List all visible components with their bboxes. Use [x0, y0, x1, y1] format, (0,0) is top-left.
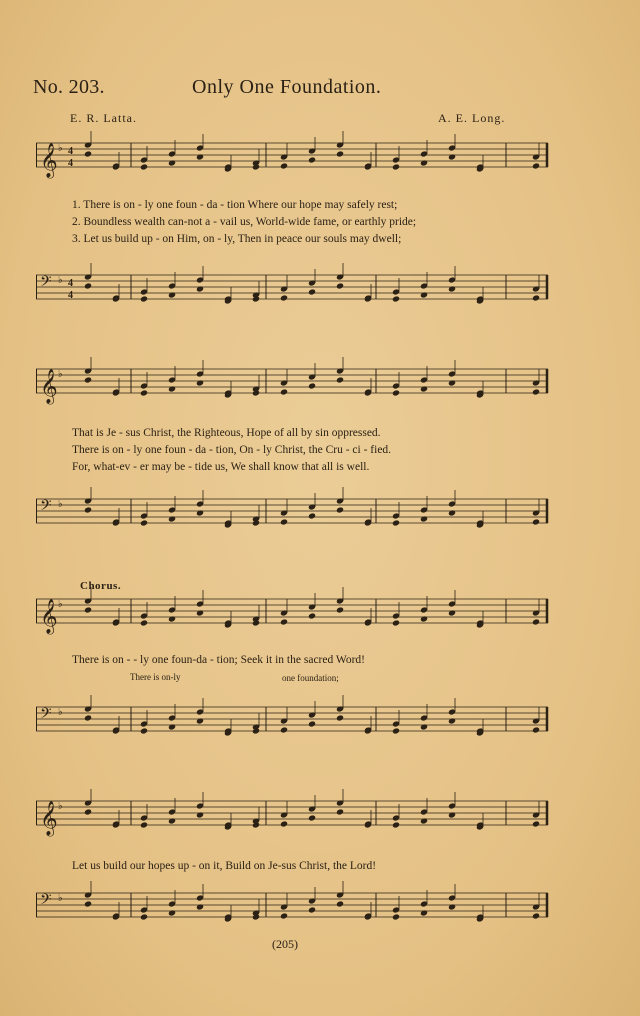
note-head — [420, 291, 428, 298]
hymn-title: Only One Foundation. — [192, 76, 382, 98]
note-head — [168, 615, 176, 622]
note-head — [448, 609, 456, 616]
note-head — [140, 727, 148, 734]
note-head — [420, 159, 428, 166]
note-head — [280, 726, 288, 733]
note-head — [308, 906, 316, 913]
note-head — [84, 714, 92, 721]
note-head — [532, 820, 540, 827]
note-head — [336, 282, 344, 289]
treble-staff — [36, 596, 548, 634]
note-head — [84, 150, 92, 157]
flat-icon: ♭ — [58, 369, 63, 380]
note-head — [84, 808, 92, 815]
hymn-number: No. 203. — [33, 76, 105, 98]
verse-3-line-2: For, what-ev - er may be - tide us, We shall know that all is well. — [72, 461, 370, 473]
treble-clef-icon: 𝄞 — [40, 369, 58, 404]
note-head — [532, 618, 540, 625]
chorus-bass-lyric-b: one foundation; — [282, 673, 339, 683]
note-head — [336, 506, 344, 513]
note-head — [448, 379, 456, 386]
time-signature-bottom: 4 — [68, 158, 73, 169]
note-head — [308, 156, 316, 163]
verse-1-line-2: That is Je - sus Christ, the Righteous, Hope of all by sin oppressed. — [72, 427, 381, 439]
note-head — [448, 717, 456, 724]
note-head — [420, 385, 428, 392]
note-head — [168, 817, 176, 824]
treble-staff — [36, 366, 548, 404]
verse-3-line-1: 3. Let us build up - on Him, on - ly, Then in peace our souls may dwell; — [72, 233, 402, 245]
note-head — [280, 518, 288, 525]
note-head — [280, 912, 288, 919]
note-head — [392, 727, 400, 734]
treble-staff — [36, 140, 548, 178]
note-head — [336, 606, 344, 613]
flat-icon: ♭ — [58, 275, 63, 286]
verse-1-line-1: 1. There is on - ly one foun - da - tion Where our hope may safely rest; — [72, 199, 398, 211]
note-head — [308, 720, 316, 727]
bass-staff — [36, 704, 548, 734]
note-head — [84, 282, 92, 289]
note-head — [168, 909, 176, 916]
treble-clef-icon: 𝄞 — [40, 801, 58, 836]
bass-staff — [36, 272, 548, 302]
note-head — [420, 515, 428, 522]
verse-2-line-1: 2. Boundless wealth can-not a - vail us, World-wide fame, or earthly pride; — [72, 216, 417, 228]
note-head — [420, 723, 428, 730]
note-head — [140, 295, 148, 302]
note-head — [140, 389, 148, 396]
note-head — [392, 821, 400, 828]
time-signature-bottom: 4 — [68, 290, 73, 301]
flat-icon: ♭ — [58, 707, 63, 718]
note-head — [140, 163, 148, 170]
note-head — [196, 609, 204, 616]
note-head — [84, 506, 92, 513]
note-head — [84, 606, 92, 613]
note-head — [336, 714, 344, 721]
note-head — [308, 288, 316, 295]
note-head — [532, 726, 540, 733]
bass-staff — [36, 496, 548, 526]
bass-clef-icon: 𝄢 — [40, 497, 52, 518]
note-head — [140, 619, 148, 626]
composer-credit: A. E. Long. — [438, 111, 506, 125]
note-head — [392, 389, 400, 396]
note-head — [392, 619, 400, 626]
treble-clef-icon: 𝄞 — [40, 143, 58, 178]
bass-clef-icon: 𝄢 — [40, 273, 52, 294]
note-head — [448, 509, 456, 516]
note-head — [280, 294, 288, 301]
note-head — [448, 903, 456, 910]
note-head — [196, 153, 204, 160]
note-head — [84, 376, 92, 383]
verse-2-line-2: There is on - ly one foun - da - tion, On - ly Christ, the Cru - ci - fied. — [72, 444, 392, 456]
note-head — [196, 811, 204, 818]
page-number: (205) — [272, 937, 298, 951]
chorus-line-2: Let us build our hopes up - on it, Build on Je-sus Christ, the Lord! — [72, 860, 377, 872]
note-head — [280, 162, 288, 169]
note-head — [196, 903, 204, 910]
note-head — [336, 150, 344, 157]
note-head — [168, 385, 176, 392]
note-head — [448, 811, 456, 818]
chorus-label: Chorus. — [80, 580, 122, 592]
flat-icon: ♭ — [58, 893, 63, 904]
note-head — [336, 808, 344, 815]
flat-icon: ♭ — [58, 801, 63, 812]
note-head — [420, 817, 428, 824]
note-head — [168, 723, 176, 730]
note-head — [140, 821, 148, 828]
note-head — [280, 618, 288, 625]
note-head — [280, 388, 288, 395]
note-head — [420, 909, 428, 916]
note-head — [392, 295, 400, 302]
bass-clef-icon: 𝄢 — [40, 891, 52, 912]
chorus-bass-lyric-a: There is on-ly — [130, 672, 181, 682]
treble-clef-icon: 𝄞 — [40, 599, 58, 634]
note-head — [420, 615, 428, 622]
note-head — [308, 382, 316, 389]
note-head — [336, 376, 344, 383]
bass-staff — [36, 890, 548, 920]
flat-icon: ♭ — [58, 499, 63, 510]
note-head — [140, 913, 148, 920]
note-head — [168, 291, 176, 298]
bass-clef-icon: 𝄢 — [40, 705, 52, 726]
note-head — [532, 294, 540, 301]
note-head — [280, 820, 288, 827]
treble-staff — [36, 798, 548, 836]
flat-icon: ♭ — [58, 143, 63, 154]
note-head — [336, 900, 344, 907]
note-head — [308, 814, 316, 821]
note-head — [196, 509, 204, 516]
flat-icon: ♭ — [58, 599, 63, 610]
note-head — [196, 717, 204, 724]
note-head — [84, 900, 92, 907]
note-head — [532, 518, 540, 525]
time-signature-top: 4 — [68, 146, 73, 157]
note-head — [532, 388, 540, 395]
note-head — [532, 912, 540, 919]
note-head — [168, 159, 176, 166]
note-head — [448, 285, 456, 292]
note-head — [532, 162, 540, 169]
chorus-line-1: There is on - - ly one foun-da - tion; Seek it in the sacred Word! — [72, 654, 365, 666]
note-head — [196, 379, 204, 386]
note-head — [392, 913, 400, 920]
note-head — [392, 163, 400, 170]
lyricist-credit: E. R. Latta. — [70, 111, 137, 125]
note-head — [168, 515, 176, 522]
note-head — [308, 612, 316, 619]
note-head — [196, 285, 204, 292]
note-head — [448, 153, 456, 160]
time-signature-top: 4 — [68, 278, 73, 289]
note-head — [140, 519, 148, 526]
note-head — [308, 512, 316, 519]
note-head — [392, 519, 400, 526]
